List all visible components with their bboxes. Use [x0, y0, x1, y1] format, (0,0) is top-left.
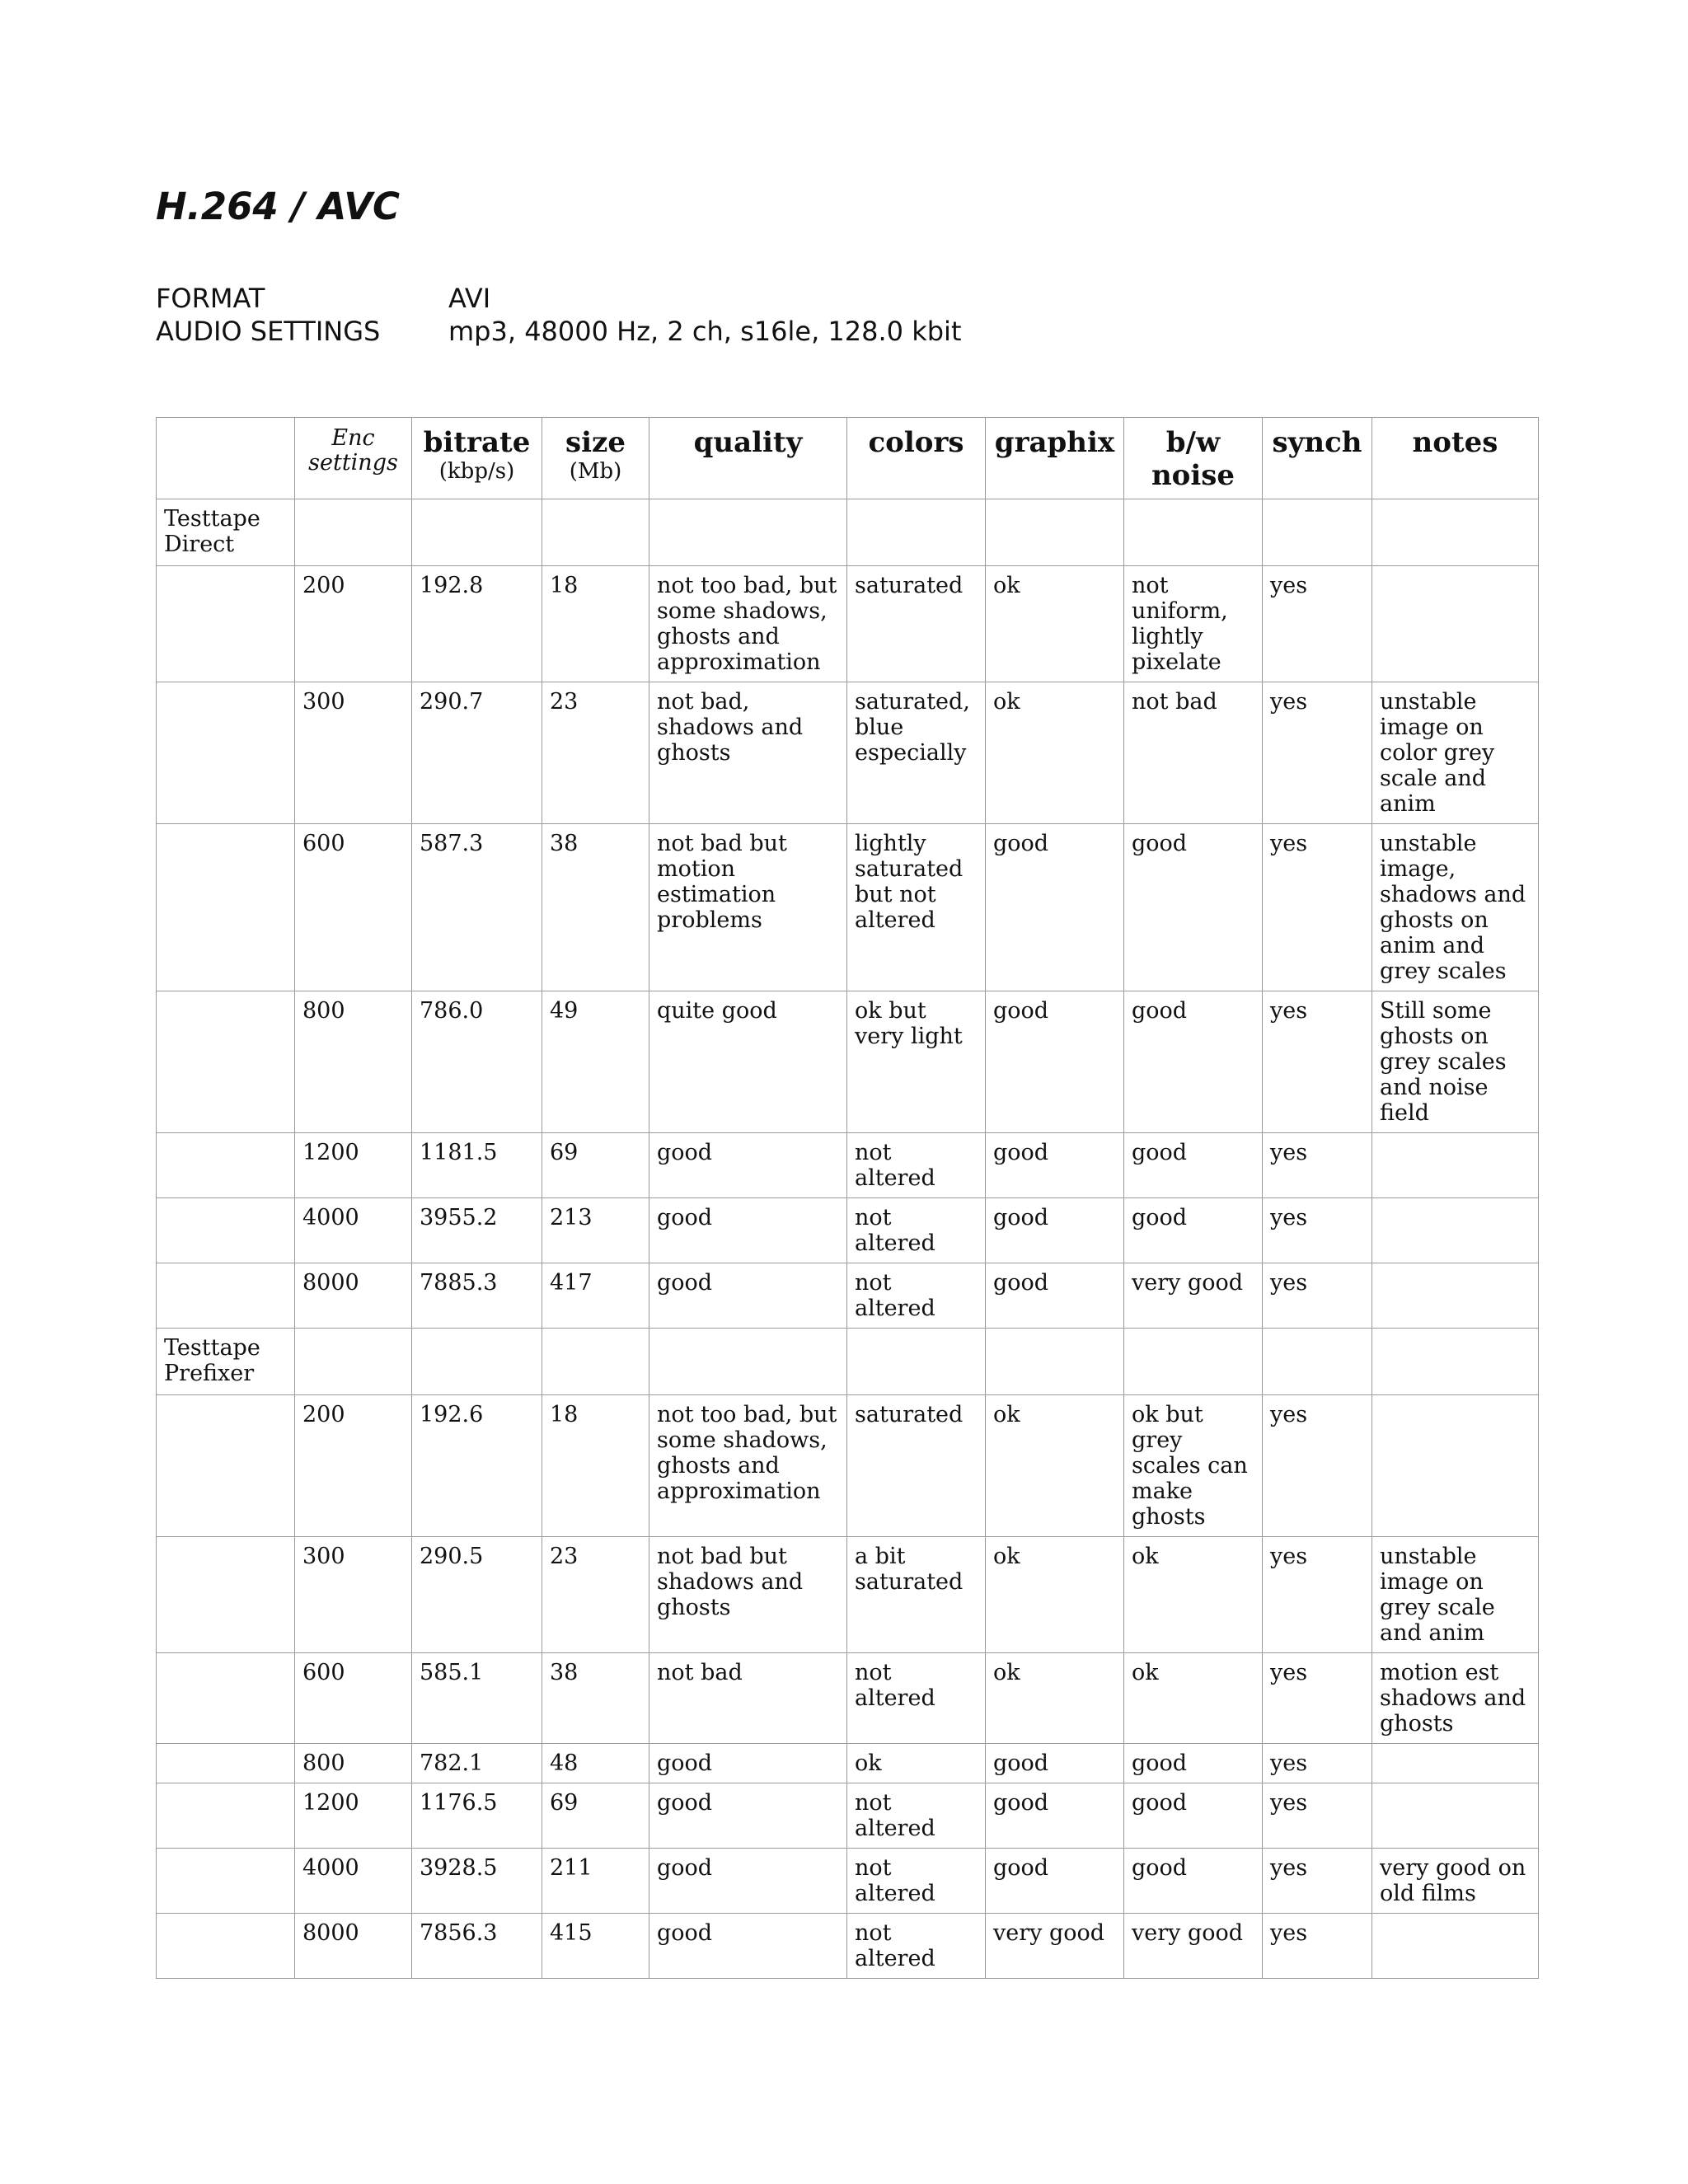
header-notes: notes: [1372, 418, 1539, 499]
bitrate-cell: 192.8: [412, 566, 542, 682]
empty-cell: [295, 499, 412, 566]
synch-cell: yes: [1263, 991, 1372, 1133]
row-spacer-cell: [157, 1537, 295, 1653]
enc-setting-cell: 300: [295, 1537, 412, 1653]
table-body: [157, 499, 1539, 1979]
graphix-cell: good: [986, 1783, 1124, 1849]
quality-cell: good: [649, 1198, 847, 1263]
synch-cell: yes: [1263, 1198, 1372, 1263]
bw-noise-cell: ok: [1124, 1537, 1263, 1653]
page-title: H.264 / AVC: [156, 185, 401, 228]
table-row: [157, 1849, 1539, 1914]
quality-cell: not bad, shadows and ghosts: [649, 682, 847, 824]
bw-noise-cell: good: [1124, 1744, 1263, 1783]
header-colors: colors: [847, 418, 986, 499]
group-header-row: [157, 499, 1539, 566]
header-enc-settings: Enc settings: [295, 418, 412, 499]
row-spacer-cell: [157, 1653, 295, 1744]
notes-cell: unstable image on grey scale and anim: [1372, 1537, 1539, 1653]
results-table: [156, 417, 1539, 1979]
group-label: [157, 499, 295, 566]
bitrate-cell: 1181.5: [412, 1133, 542, 1198]
synch-cell: yes: [1263, 1653, 1372, 1744]
synch-cell: yes: [1263, 1783, 1372, 1849]
bw-noise-cell: good: [1124, 824, 1263, 991]
notes-cell: very good on old films: [1372, 1849, 1539, 1914]
quality-cell: good: [649, 1133, 847, 1198]
bitrate-cell: 786.0: [412, 991, 542, 1133]
row-spacer-cell: [157, 1783, 295, 1849]
meta-value: mp3, 48000 Hz, 2 ch, s16le, 128.0 kbit: [448, 316, 962, 347]
table-row: [157, 1198, 1539, 1263]
notes-cell: unstable image, shadows and ghosts on anim and grey scales: [1372, 824, 1539, 991]
row-spacer-cell: [157, 1914, 295, 1979]
empty-cell: [412, 1329, 542, 1395]
empty-cell: [649, 1329, 847, 1395]
size-cell: 23: [542, 682, 649, 824]
group-label-line: Direct: [164, 532, 235, 557]
colors-cell: not altered: [847, 1133, 986, 1198]
synch-cell: yes: [1263, 1263, 1372, 1329]
quality-cell: good: [649, 1849, 847, 1914]
quality-cell: not too bad, but some shadows, ghosts and approximation: [649, 566, 847, 682]
table-row: [157, 1395, 1539, 1537]
table-row: [157, 1263, 1539, 1329]
colors-cell: saturated: [847, 566, 986, 682]
colors-cell: not altered: [847, 1849, 986, 1914]
empty-cell: [1372, 1329, 1539, 1395]
notes-cell: unstable image on color grey scale and anim: [1372, 682, 1539, 824]
header-graphix: graphix: [986, 418, 1124, 499]
enc-setting-cell: 200: [295, 566, 412, 682]
bw-noise-cell: very good: [1124, 1914, 1263, 1979]
bitrate-cell: 585.1: [412, 1653, 542, 1744]
table-row: [157, 1653, 1539, 1744]
graphix-cell: good: [986, 1263, 1124, 1329]
group-label-line: Testtape: [164, 506, 260, 532]
notes-cell: [1372, 1783, 1539, 1849]
bw-noise-cell: ok but grey scales can make ghosts: [1124, 1395, 1263, 1537]
empty-cell: [649, 499, 847, 566]
table-row: [157, 824, 1539, 991]
empty-cell: [1263, 1329, 1372, 1395]
bw-noise-cell: good: [1124, 1849, 1263, 1914]
synch-cell: yes: [1263, 1133, 1372, 1198]
size-cell: 38: [542, 1653, 649, 1744]
size-cell: 18: [542, 566, 649, 682]
row-spacer-cell: [157, 566, 295, 682]
empty-cell: [295, 1329, 412, 1395]
enc-setting-cell: 800: [295, 1744, 412, 1783]
graphix-cell: ok: [986, 1395, 1124, 1537]
enc-setting-cell: 4000: [295, 1198, 412, 1263]
graphix-cell: ok: [986, 1653, 1124, 1744]
colors-cell: not altered: [847, 1198, 986, 1263]
size-cell: 211: [542, 1849, 649, 1914]
table-row: [157, 566, 1539, 682]
row-spacer-cell: [157, 1133, 295, 1198]
group-header-row: [157, 1329, 1539, 1395]
graphix-cell: good: [986, 1133, 1124, 1198]
enc-setting-cell: 4000: [295, 1849, 412, 1914]
bitrate-cell: 290.5: [412, 1537, 542, 1653]
table-row: [157, 991, 1539, 1133]
header-quality: quality: [649, 418, 847, 499]
bw-noise-cell: good: [1124, 1783, 1263, 1849]
enc-setting-cell: 1200: [295, 1783, 412, 1849]
empty-cell: [1124, 499, 1263, 566]
table-row: [157, 1537, 1539, 1653]
graphix-cell: ok: [986, 566, 1124, 682]
row-spacer-cell: [157, 1395, 295, 1537]
row-spacer-cell: [157, 991, 295, 1133]
graphix-cell: good: [986, 1744, 1124, 1783]
group-label-line: Prefixer: [164, 1361, 255, 1386]
quality-cell: not bad but motion estimation problems: [649, 824, 847, 991]
row-spacer-cell: [157, 1263, 295, 1329]
meta-label: AUDIO SETTINGS: [156, 316, 381, 347]
enc-setting-cell: 600: [295, 1653, 412, 1744]
notes-cell: [1372, 1744, 1539, 1783]
synch-cell: yes: [1263, 566, 1372, 682]
row-spacer-cell: [157, 824, 295, 991]
colors-cell: saturated, blue especially: [847, 682, 986, 824]
bitrate-cell: 782.1: [412, 1744, 542, 1783]
bitrate-cell: 290.7: [412, 682, 542, 824]
meta-value: AVI: [448, 283, 491, 314]
size-cell: 23: [542, 1537, 649, 1653]
empty-cell: [1372, 499, 1539, 566]
table-row: [157, 1133, 1539, 1198]
synch-cell: yes: [1263, 1914, 1372, 1979]
colors-cell: a bit saturated: [847, 1537, 986, 1653]
size-cell: 415: [542, 1914, 649, 1979]
enc-setting-cell: 600: [295, 824, 412, 991]
bw-noise-cell: not bad: [1124, 682, 1263, 824]
synch-cell: yes: [1263, 1395, 1372, 1537]
table-row: [157, 1914, 1539, 1979]
quality-cell: good: [649, 1744, 847, 1783]
enc-setting-cell: 800: [295, 991, 412, 1133]
empty-cell: [542, 1329, 649, 1395]
quality-cell: not bad but shadows and ghosts: [649, 1537, 847, 1653]
colors-cell: saturated: [847, 1395, 986, 1537]
meta-label: FORMAT: [156, 283, 265, 314]
quality-cell: not bad: [649, 1653, 847, 1744]
quality-cell: quite good: [649, 991, 847, 1133]
header-blank: [157, 418, 295, 499]
enc-setting-cell: 1200: [295, 1133, 412, 1198]
bitrate-cell: 192.6: [412, 1395, 542, 1537]
notes-cell: [1372, 1133, 1539, 1198]
size-cell: 18: [542, 1395, 649, 1537]
enc-setting-cell: 200: [295, 1395, 412, 1537]
size-cell: 48: [542, 1744, 649, 1783]
header-bw-noise: b/w noise: [1124, 418, 1263, 499]
empty-cell: [542, 499, 649, 566]
notes-cell: motion est shadows and ghosts: [1372, 1653, 1539, 1744]
group-label-line: Testtape: [164, 1335, 260, 1361]
quality-cell: not too bad, but some shadows, ghosts and approximation: [649, 1395, 847, 1537]
notes-cell: [1372, 1914, 1539, 1979]
bitrate-cell: 7885.3: [412, 1263, 542, 1329]
colors-cell: not altered: [847, 1914, 986, 1979]
empty-cell: [1124, 1329, 1263, 1395]
bw-noise-cell: good: [1124, 1133, 1263, 1198]
header-synch: synch: [1263, 418, 1372, 499]
graphix-cell: ok: [986, 682, 1124, 824]
graphix-cell: good: [986, 991, 1124, 1133]
colors-cell: ok: [847, 1744, 986, 1783]
size-cell: 417: [542, 1263, 649, 1329]
notes-cell: Still some ghosts on grey scales and noise field: [1372, 991, 1539, 1133]
enc-setting-cell: 8000: [295, 1914, 412, 1979]
notes-cell: [1372, 1395, 1539, 1537]
quality-cell: good: [649, 1914, 847, 1979]
synch-cell: yes: [1263, 1537, 1372, 1653]
graphix-cell: good: [986, 1198, 1124, 1263]
size-cell: 69: [542, 1133, 649, 1198]
colors-cell: not altered: [847, 1653, 986, 1744]
notes-cell: [1372, 566, 1539, 682]
bitrate-cell: 7856.3: [412, 1914, 542, 1979]
row-spacer-cell: [157, 1744, 295, 1783]
row-spacer-cell: [157, 1849, 295, 1914]
table-row: [157, 1744, 1539, 1783]
size-cell: 69: [542, 1783, 649, 1849]
empty-cell: [1263, 499, 1372, 566]
synch-cell: yes: [1263, 824, 1372, 991]
graphix-cell: good: [986, 1849, 1124, 1914]
graphix-cell: very good: [986, 1914, 1124, 1979]
bitrate-cell: 3928.5: [412, 1849, 542, 1914]
table-header-row: [157, 418, 1539, 499]
notes-cell: [1372, 1263, 1539, 1329]
table-row: [157, 1783, 1539, 1849]
synch-cell: yes: [1263, 682, 1372, 824]
colors-cell: not altered: [847, 1263, 986, 1329]
header-bitrate: bitrate (kbp/s): [412, 418, 542, 499]
enc-setting-cell: 8000: [295, 1263, 412, 1329]
graphix-cell: ok: [986, 1537, 1124, 1653]
colors-cell: lightly saturated but not altered: [847, 824, 986, 991]
graphix-cell: good: [986, 824, 1124, 991]
row-spacer-cell: [157, 682, 295, 824]
header-size: size (Mb): [542, 418, 649, 499]
bitrate-cell: 1176.5: [412, 1783, 542, 1849]
synch-cell: yes: [1263, 1849, 1372, 1914]
group-label: [157, 1329, 295, 1395]
bw-noise-cell: not uniform, lightly pixelate: [1124, 566, 1263, 682]
quality-cell: good: [649, 1783, 847, 1849]
table-row: [157, 682, 1539, 824]
empty-cell: [847, 499, 986, 566]
size-cell: 213: [542, 1198, 649, 1263]
enc-setting-cell: 300: [295, 682, 412, 824]
bw-noise-cell: ok: [1124, 1653, 1263, 1744]
bw-noise-cell: good: [1124, 1198, 1263, 1263]
empty-cell: [986, 1329, 1124, 1395]
bw-noise-cell: very good: [1124, 1263, 1263, 1329]
bitrate-cell: 587.3: [412, 824, 542, 991]
colors-cell: ok but very light: [847, 991, 986, 1133]
size-cell: 49: [542, 991, 649, 1133]
quality-cell: good: [649, 1263, 847, 1329]
colors-cell: not altered: [847, 1783, 986, 1849]
bw-noise-cell: good: [1124, 991, 1263, 1133]
notes-cell: [1372, 1198, 1539, 1263]
empty-cell: [986, 499, 1124, 566]
empty-cell: [847, 1329, 986, 1395]
row-spacer-cell: [157, 1198, 295, 1263]
size-cell: 38: [542, 824, 649, 991]
empty-cell: [412, 499, 542, 566]
bitrate-cell: 3955.2: [412, 1198, 542, 1263]
synch-cell: yes: [1263, 1744, 1372, 1783]
